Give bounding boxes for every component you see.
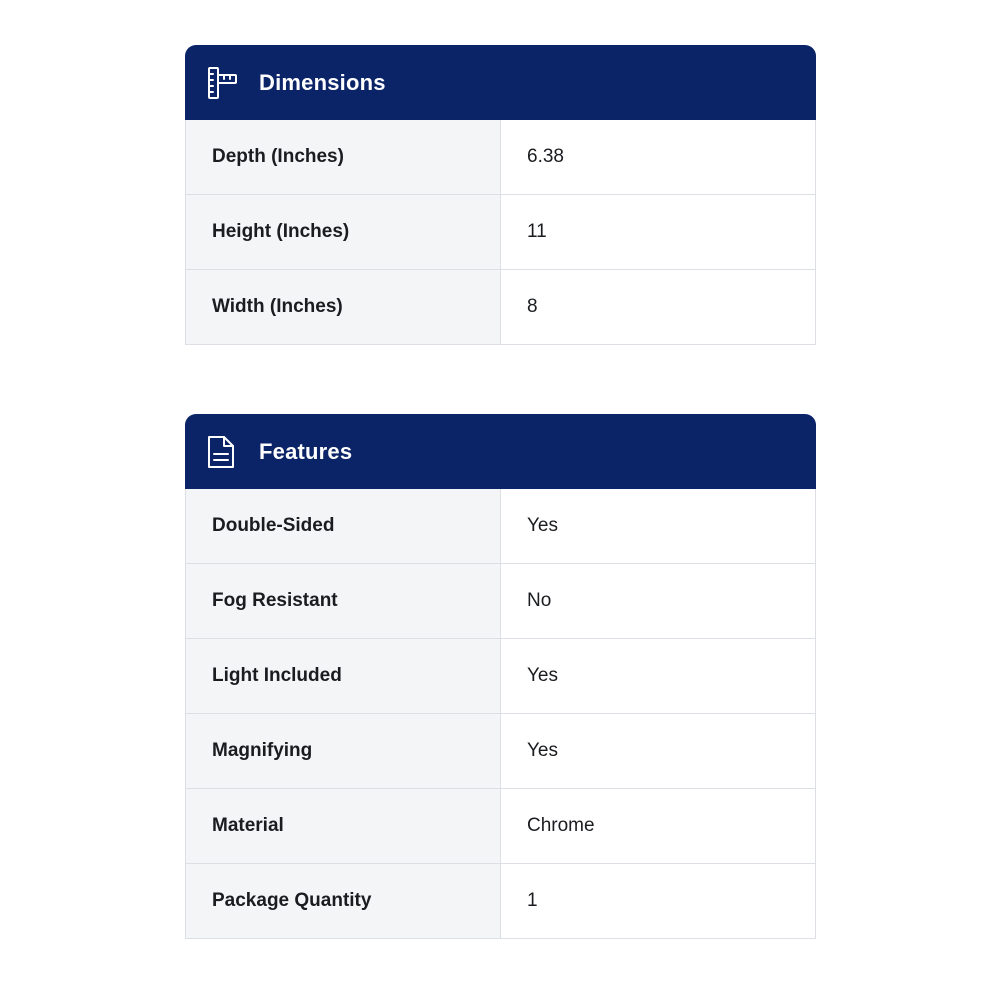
- row-value: 1: [501, 864, 815, 938]
- document-icon: [201, 432, 241, 472]
- table-row: [186, 120, 815, 195]
- table-row: [186, 639, 815, 714]
- table-row: [186, 195, 815, 270]
- table-row: [186, 270, 815, 345]
- table-row: [186, 714, 815, 789]
- row-value: 11: [501, 195, 815, 269]
- features-panel: [185, 414, 816, 939]
- table-row: [186, 864, 815, 939]
- row-value: 8: [501, 270, 815, 344]
- row-label: Fog Resistant: [186, 564, 501, 638]
- row-label: Width (Inches): [186, 270, 501, 344]
- table-row: [186, 489, 815, 564]
- dimensions-table: [185, 120, 816, 345]
- row-label: Light Included: [186, 639, 501, 713]
- row-value: Yes: [501, 714, 815, 788]
- row-value: 6.38: [501, 120, 815, 194]
- row-label: Package Quantity: [186, 864, 501, 938]
- table-row: [186, 789, 815, 864]
- dimensions-panel: [185, 45, 816, 345]
- row-value: No: [501, 564, 815, 638]
- row-label: Magnifying: [186, 714, 501, 788]
- row-value: Yes: [501, 639, 815, 713]
- ruler-icon: [201, 63, 241, 103]
- dimensions-title: Dimensions: [259, 69, 386, 95]
- row-label: Depth (Inches): [186, 120, 501, 194]
- features-title: Features: [259, 438, 353, 464]
- features-table: [185, 489, 816, 939]
- row-label: Material: [186, 789, 501, 863]
- table-row: [186, 564, 815, 639]
- row-value: Chrome: [501, 789, 815, 863]
- row-label: Height (Inches): [186, 195, 501, 269]
- features-header: [185, 414, 816, 489]
- row-label: Double-Sided: [186, 489, 501, 563]
- dimensions-header: [185, 45, 816, 120]
- row-value: Yes: [501, 489, 815, 563]
